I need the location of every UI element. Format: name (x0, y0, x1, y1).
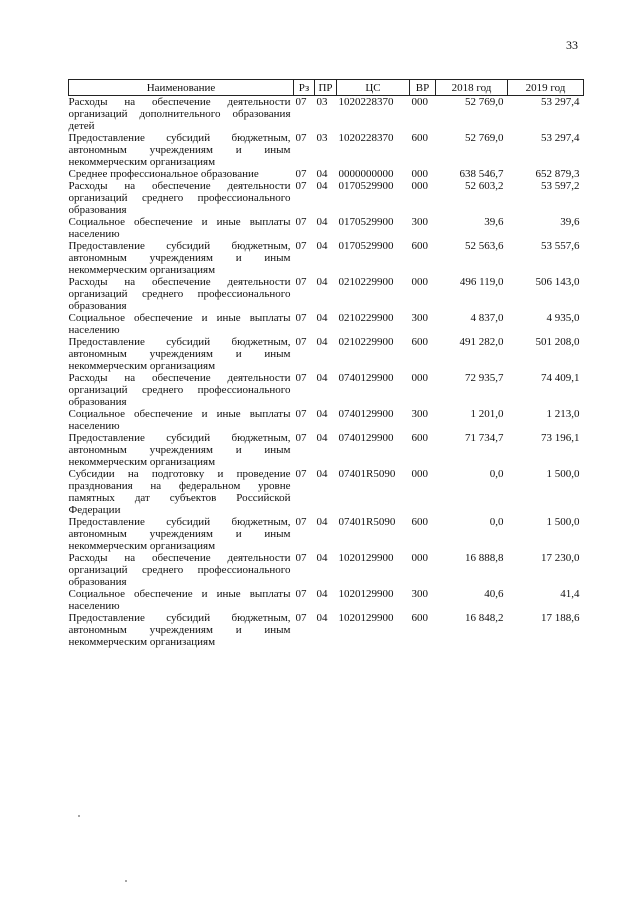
cell-y2019: 39,6 (560, 216, 580, 228)
cell-y2019: 41,4 (560, 588, 580, 600)
cell-pr: 04 (316, 516, 328, 528)
cell-y2018: 4 837,0 (470, 312, 504, 324)
cell-name: Предоставление субсидий бюджетным, автономным учреждениям и иным некоммерческим организациям (68, 516, 291, 552)
cell-y2019: 501 208,0 (535, 336, 580, 348)
table-row (69, 132, 584, 168)
cell-name: Субсидии на подготовку и проведение празднования на федеральном уровне памятных дат субъектов Российской Федерации (68, 468, 291, 516)
cell-rz: 07 (295, 336, 307, 348)
cell-pr: 04 (316, 180, 328, 192)
cell-rz: 07 (295, 408, 307, 420)
cell-cs: 07401R5090 (338, 468, 396, 480)
cell-rz: 07 (295, 552, 307, 564)
header-2018: 2018 год (436, 80, 508, 96)
cell-pr: 04 (316, 588, 328, 600)
cell-name: Среднее профессиональное образование (68, 168, 259, 180)
cell-y2018: 496 119,0 (459, 276, 504, 288)
cell-y2018: 0,0 (489, 468, 504, 480)
cell-y2018: 71 734,7 (465, 432, 504, 444)
table-header (69, 80, 584, 96)
header-2019: 2019 год (508, 80, 584, 96)
cell-rz: 07 (295, 240, 307, 252)
cell-rz: 07 (295, 96, 307, 108)
cell-rz: 07 (295, 588, 307, 600)
cell-y2018: 52 563,6 (465, 240, 504, 252)
cell-pr: 04 (316, 612, 328, 624)
cell-name: Предоставление субсидий бюджетным, автономным учреждениям и иным некоммерческим организациям (68, 132, 291, 168)
cell-cs: 0740129900 (338, 432, 394, 444)
header-rz: Рз (294, 80, 315, 96)
header-vr: ВР (410, 80, 436, 96)
scan-speck (125, 880, 127, 882)
cell-name: Расходы на обеспечение деятельности организаций среднего профессионального образования (68, 276, 291, 312)
cell-cs: 0740129900 (338, 372, 394, 384)
cell-vr: 600 (411, 432, 428, 444)
table-row (69, 276, 584, 312)
cell-y2018: 638 546,7 (459, 168, 504, 180)
cell-rz: 07 (295, 180, 307, 192)
cell-name: Предоставление субсидий бюджетным, автономным учреждениям и иным некоммерческим организациям (68, 432, 291, 468)
cell-rz: 07 (295, 612, 307, 624)
cell-vr: 600 (411, 240, 428, 252)
cell-y2019: 1 500,0 (546, 468, 580, 480)
cell-rz: 07 (295, 132, 307, 144)
cell-pr: 04 (316, 216, 328, 228)
cell-pr: 04 (316, 312, 328, 324)
cell-y2018: 16 888,8 (465, 552, 504, 564)
cell-vr: 300 (411, 588, 428, 600)
cell-name: Расходы на обеспечение деятельности организаций среднего профессионального образования (68, 552, 291, 588)
cell-vr: 000 (411, 372, 428, 384)
cell-vr: 000 (411, 96, 428, 108)
cell-name: Социальное обеспечение и иные выплаты населению (68, 312, 291, 336)
cell-cs: 0740129900 (338, 408, 394, 420)
table-row (69, 336, 584, 372)
cell-vr: 000 (411, 168, 428, 180)
cell-y2019: 506 143,0 (535, 276, 580, 288)
cell-rz: 07 (295, 276, 307, 288)
cell-name: Социальное обеспечение и иные выплаты населению (68, 408, 291, 432)
cell-y2019: 4 935,0 (546, 312, 580, 324)
table-row (69, 588, 584, 612)
cell-vr: 600 (411, 132, 428, 144)
cell-y2019: 17 230,0 (541, 552, 580, 564)
table-row (69, 516, 584, 552)
cell-y2019: 17 188,6 (541, 612, 580, 624)
cell-cs: 0170529900 (338, 240, 394, 252)
table-row (69, 216, 584, 240)
cell-vr: 000 (411, 180, 428, 192)
table-row (69, 312, 584, 336)
cell-vr: 600 (411, 336, 428, 348)
cell-rz: 07 (295, 516, 307, 528)
cell-cs: 1020129900 (338, 612, 394, 624)
page-number: 33 (566, 38, 578, 52)
cell-y2018: 52 603,2 (465, 180, 504, 192)
cell-y2018: 72 935,7 (465, 372, 504, 384)
cell-name: Социальное обеспечение и иные выплаты населению (68, 588, 291, 612)
cell-vr: 300 (411, 216, 428, 228)
table-row (69, 168, 584, 180)
table-row (69, 408, 584, 432)
cell-y2019: 1 213,0 (546, 408, 580, 420)
cell-name: Расходы на обеспечение деятельности организаций среднего профессионального образования (68, 180, 291, 216)
cell-name: Предоставление субсидий бюджетным, автономным учреждениям и иным некоммерческим организациям (68, 336, 291, 372)
table-body (69, 96, 584, 649)
table-row (69, 612, 584, 648)
cell-rz: 07 (295, 432, 307, 444)
cell-cs: 1020228370 (338, 96, 394, 108)
cell-name: Предоставление субсидий бюджетным, автономным учреждениям и иным некоммерческим организациям (68, 612, 291, 648)
cell-pr: 04 (316, 372, 328, 384)
cell-y2018: 491 282,0 (459, 336, 504, 348)
cell-rz: 07 (295, 168, 307, 180)
cell-pr: 04 (316, 432, 328, 444)
cell-pr: 04 (316, 468, 328, 480)
cell-vr: 300 (411, 312, 428, 324)
cell-y2019: 53 297,4 (541, 132, 580, 144)
cell-y2019: 53 557,6 (541, 240, 580, 252)
cell-vr: 300 (411, 408, 428, 420)
table-row (69, 468, 584, 516)
cell-pr: 04 (316, 276, 328, 288)
cell-vr: 600 (411, 612, 428, 624)
cell-cs: 07401R5090 (338, 516, 396, 528)
cell-name: Предоставление субсидий бюджетным, автономным учреждениям и иным некоммерческим организациям (68, 240, 291, 276)
cell-y2019: 53 597,2 (541, 180, 580, 192)
cell-y2018: 1 201,0 (470, 408, 504, 420)
cell-vr: 600 (411, 516, 428, 528)
table-row (69, 180, 584, 216)
cell-pr: 03 (316, 132, 328, 144)
cell-pr: 04 (316, 408, 328, 420)
cell-cs: 0000000000 (338, 168, 394, 180)
header-pr: ПР (315, 80, 337, 96)
cell-pr: 04 (316, 552, 328, 564)
table-row (69, 432, 584, 468)
header-name: Наименование (69, 80, 294, 96)
cell-pr: 04 (316, 168, 328, 180)
table-row (69, 240, 584, 276)
cell-cs: 0170529900 (338, 180, 394, 192)
cell-cs: 1020129900 (338, 588, 394, 600)
cell-y2018: 40,6 (484, 588, 504, 600)
header-cs: ЦС (337, 80, 410, 96)
cell-y2019: 53 297,4 (541, 96, 580, 108)
cell-cs: 0170529900 (338, 216, 394, 228)
cell-cs: 0210229900 (338, 336, 394, 348)
cell-pr: 04 (316, 240, 328, 252)
budget-table (68, 79, 584, 648)
cell-cs: 0210229900 (338, 276, 394, 288)
cell-cs: 1020228370 (338, 132, 394, 144)
cell-name: Социальное обеспечение и иные выплаты населению (68, 216, 291, 240)
cell-y2019: 74 409,1 (541, 372, 580, 384)
cell-y2018: 39,6 (484, 216, 504, 228)
cell-y2018: 0,0 (489, 516, 504, 528)
table-row (69, 96, 584, 133)
cell-pr: 03 (316, 96, 328, 108)
cell-rz: 07 (295, 372, 307, 384)
cell-vr: 000 (411, 468, 428, 480)
cell-rz: 07 (295, 468, 307, 480)
cell-y2019: 1 500,0 (546, 516, 580, 528)
cell-name: Расходы на обеспечение деятельности организаций дополнительного образования детей (68, 96, 291, 132)
cell-vr: 000 (411, 276, 428, 288)
cell-y2019: 73 196,1 (541, 432, 580, 444)
cell-name: Расходы на обеспечение деятельности организаций среднего профессионального образования (68, 372, 291, 408)
table-row (69, 552, 584, 588)
cell-y2018: 52 769,0 (465, 96, 504, 108)
scan-speck (78, 815, 80, 817)
cell-vr: 000 (411, 552, 428, 564)
cell-y2019: 652 879,3 (535, 168, 580, 180)
table-row (69, 372, 584, 408)
cell-pr: 04 (316, 336, 328, 348)
cell-cs: 1020129900 (338, 552, 394, 564)
cell-rz: 07 (295, 312, 307, 324)
cell-y2018: 16 848,2 (465, 612, 504, 624)
cell-y2018: 52 769,0 (465, 132, 504, 144)
cell-cs: 0210229900 (338, 312, 394, 324)
cell-rz: 07 (295, 216, 307, 228)
